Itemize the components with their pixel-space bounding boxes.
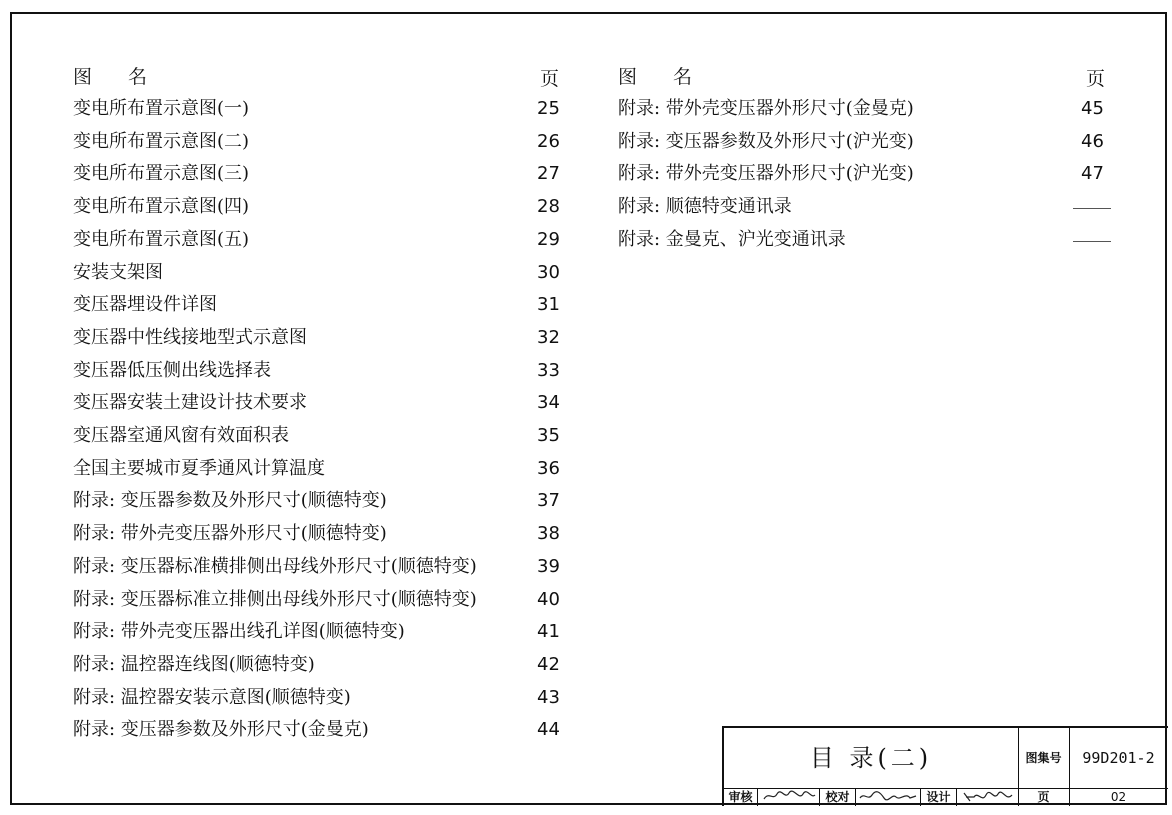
review-signature-scribble	[761, 789, 817, 803]
toc-item-title: 变电所布置示意图(二)	[73, 130, 250, 152]
toc-item-page: 25	[537, 98, 560, 119]
toc-item-title: 变压器室通风窗有效面积表	[73, 425, 289, 446]
toc-row	[73, 519, 577, 549]
toc-item-page: 38	[537, 523, 560, 545]
toc-item-title: 附录: 带外壳变压器外形尺寸(沪光变)	[618, 163, 914, 185]
blank-page-line	[1073, 208, 1111, 209]
toc-row	[73, 127, 577, 157]
check-label: 校对	[825, 790, 850, 804]
toc-row	[73, 388, 577, 418]
design-signature	[957, 789, 1018, 806]
toc-row	[73, 225, 577, 255]
toc-row	[618, 159, 1121, 189]
toc-item-title: 附录: 变压器参数及外形尺寸(金曼克)	[73, 719, 369, 741]
atlas-number: 99D201-2	[1082, 749, 1155, 767]
toc-item-page: 47	[1081, 163, 1104, 185]
toc-item-title: 变电所布置示意图(三)	[73, 163, 250, 185]
design-signature-scribble	[960, 789, 1016, 805]
toc-item-page: 40	[537, 588, 560, 610]
toc-item-title: 附录: 带外壳变压器外形尺寸(金曼克)	[618, 98, 914, 119]
toc-item-page: 29	[537, 228, 560, 250]
title-block	[722, 726, 1168, 806]
toc-row	[73, 617, 577, 647]
toc-item-title: 附录: 变压器参数及外形尺寸(沪光变)	[618, 130, 914, 152]
review-signature	[758, 789, 819, 806]
blank-page-line	[1073, 241, 1111, 242]
toc-item-title: 变电所布置示意图(五)	[73, 228, 250, 250]
toc-item-page: 34	[537, 392, 560, 414]
toc-row	[73, 715, 577, 745]
toc-row	[73, 486, 577, 516]
toc-item-title: 附录: 顺德特变通讯录	[618, 196, 792, 218]
toc-row	[73, 421, 577, 451]
toc-item-page: 45	[1081, 98, 1104, 119]
toc-item-page: 26	[537, 130, 560, 152]
toc-item-page: 27	[537, 163, 560, 185]
page-number: 02	[1110, 790, 1127, 804]
toc-item-title: 附录: 带外壳变压器外形尺寸(顺德特变)	[73, 523, 387, 545]
toc-item-title: 安装支架图	[73, 261, 163, 283]
toc-item-page: 30	[537, 261, 560, 283]
toc-item-page: 41	[537, 621, 560, 643]
toc-row	[73, 192, 577, 222]
toc-item-title: 变压器中性线接地型式示意图	[73, 326, 307, 348]
toc-item-page: 28	[537, 196, 560, 218]
toc-row	[73, 290, 577, 320]
toc-row	[73, 323, 577, 353]
toc-row	[618, 127, 1121, 157]
right-header-page: 页	[1086, 68, 1107, 90]
design-label: 设计	[926, 790, 951, 804]
toc-item-page: 33	[537, 359, 560, 381]
review-label: 审核	[728, 790, 753, 804]
left-header-name: 图 名	[73, 66, 149, 88]
toc-item-title: 附录: 变压器标准立排侧出母线外形尺寸(顺德特变)	[73, 588, 477, 610]
left-header-page: 页	[540, 68, 561, 90]
check-signature-scribble	[858, 789, 918, 803]
toc-item-page: 36	[537, 457, 560, 479]
toc-item-title: 变电所布置示意图(四)	[73, 196, 250, 218]
toc-item-title: 变压器低压侧出线选择表	[73, 359, 271, 381]
right-header-name: 图 名	[618, 66, 694, 88]
toc-row	[618, 225, 1121, 255]
toc-item-page: 44	[537, 719, 560, 741]
toc-item-page: 37	[537, 490, 560, 512]
toc-item-page: 39	[537, 555, 560, 577]
drawing-title: 目 录(二)	[809, 744, 933, 772]
toc-item-title: 附录: 温控器连线图(顺德特变)	[73, 653, 315, 675]
toc-row	[73, 585, 577, 615]
toc-item-title: 附录: 温控器安装示意图(顺德特变)	[73, 686, 351, 708]
toc-item-title: 附录: 带外壳变压器出线孔详图(顺德特变)	[73, 621, 405, 643]
toc-row	[618, 192, 1121, 222]
toc-row	[73, 356, 577, 386]
toc-row	[73, 94, 577, 124]
toc-item-page: 42	[537, 653, 560, 675]
toc-row	[618, 94, 1121, 124]
toc-item-title: 附录: 金曼克、沪光变通讯录	[618, 228, 846, 250]
toc-row	[73, 258, 577, 288]
toc-row	[73, 159, 577, 189]
toc-item-title: 附录: 变压器参数及外形尺寸(顺德特变)	[73, 490, 387, 512]
toc-item-page: 31	[537, 294, 560, 316]
toc-item-title: 全国主要城市夏季通风计算温度	[73, 457, 325, 479]
toc-row	[73, 650, 577, 680]
toc-item-title: 附录: 变压器标准横排侧出母线外形尺寸(顺德特变)	[73, 555, 477, 577]
toc-item-page: 32	[537, 326, 560, 348]
toc-item-page: 35	[537, 425, 560, 446]
toc-row	[73, 454, 577, 484]
toc-item-title: 变电所布置示意图(一)	[73, 98, 250, 119]
toc-item-page: 43	[537, 686, 560, 708]
toc-item-title: 变压器埋设件详图	[73, 294, 217, 316]
atlas-number-label: 图集号	[1025, 751, 1062, 765]
toc-item-page: 46	[1081, 130, 1104, 152]
check-signature	[856, 789, 920, 806]
toc-row	[73, 683, 577, 713]
toc-row	[73, 552, 577, 582]
toc-item-title: 变压器安装土建设计技术要求	[73, 392, 307, 414]
page-label: 页	[1037, 790, 1050, 804]
